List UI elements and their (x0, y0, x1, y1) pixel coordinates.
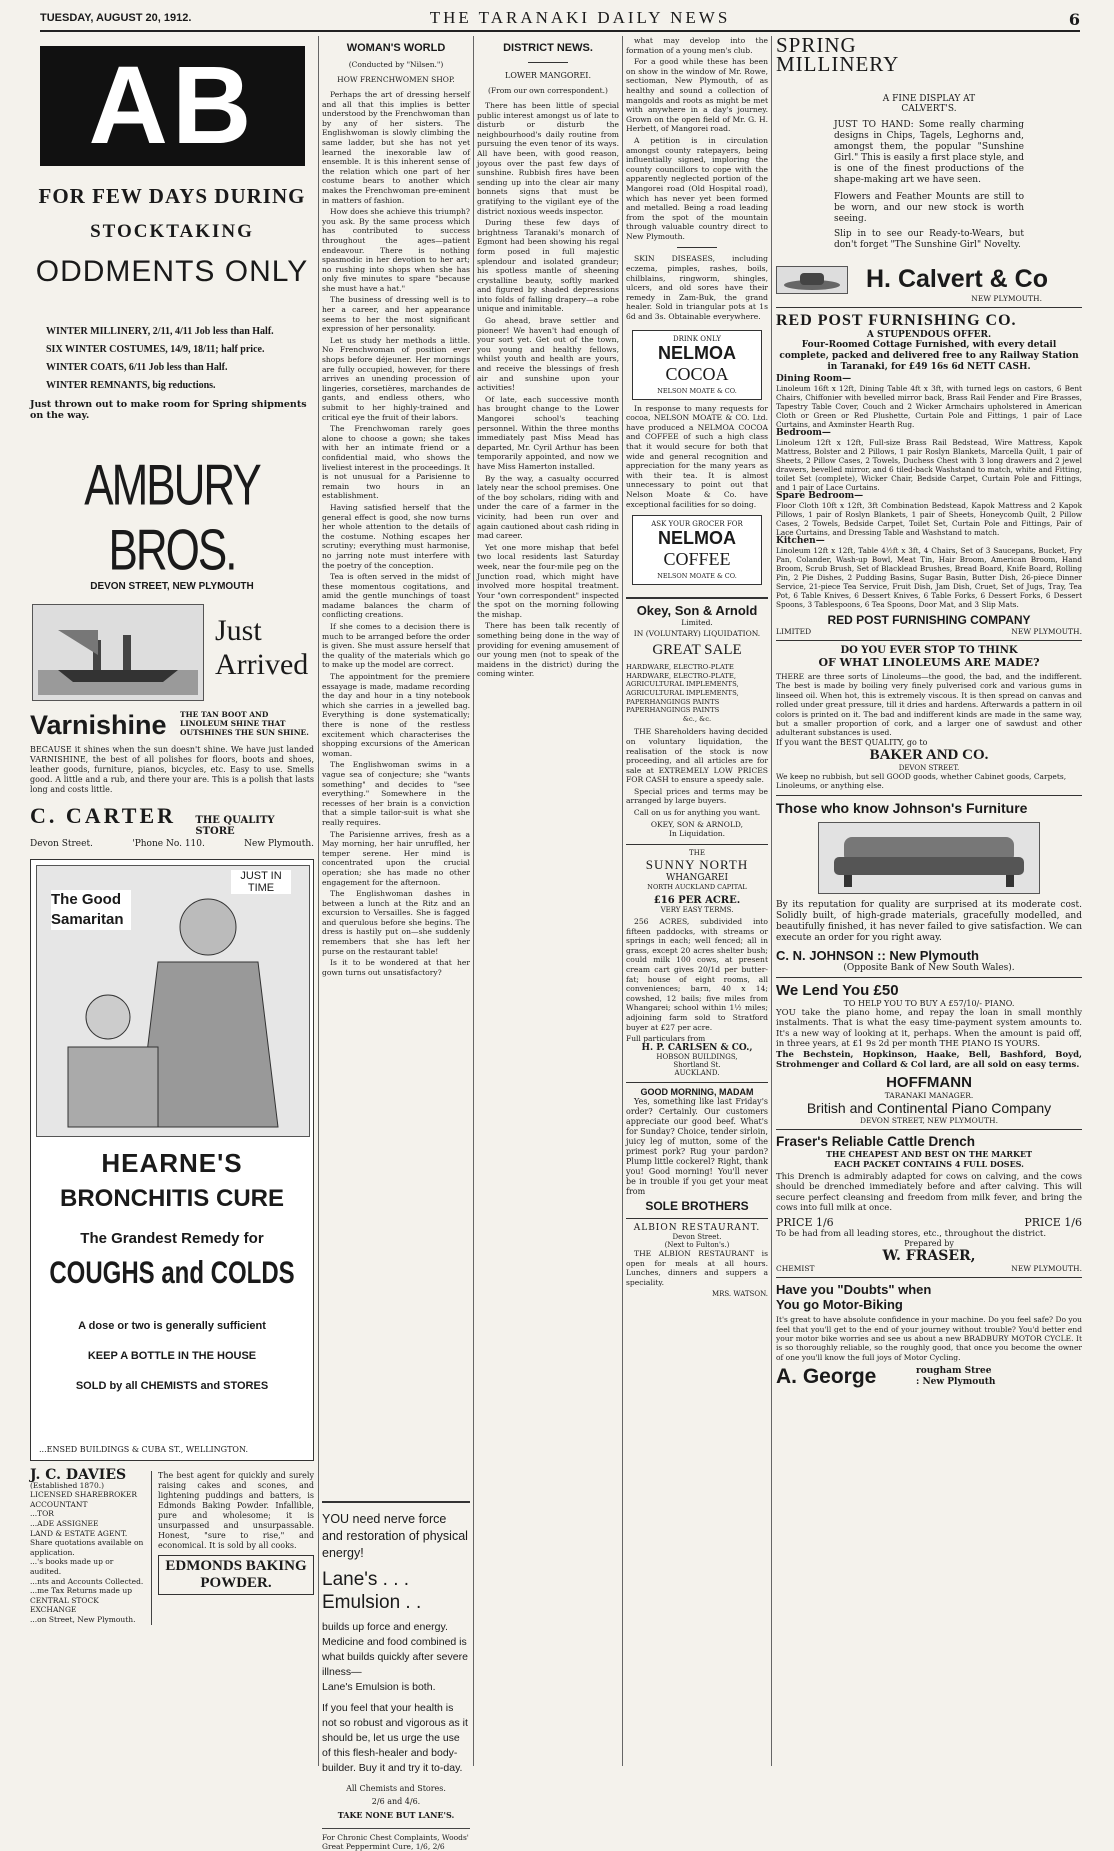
column-womans-world (322, 36, 470, 1851)
davies-ad (30, 1467, 145, 1625)
article-paragraph: The Englishwoman swims in a vague sea of conjecture; she "wants something" and decides to "see everything." Somewhere in the recesses of her brain is a conviction that a simple tailor-suit is what she really requires. (322, 760, 470, 827)
okey-call: Call on us for anything you want. (633, 808, 761, 818)
column-news-and-ads (626, 36, 768, 1771)
room-list (776, 375, 1082, 609)
red-post-footer-line (776, 627, 1082, 636)
fraser-prices (776, 1216, 1082, 1229)
hearnes-name: HEARNE'S (101, 1148, 243, 1178)
davies-line: ACCOUNTANT (30, 1499, 88, 1509)
okey-liquidation: IN (VOLUNTARY) LIQUIDATION. (633, 629, 761, 639)
okey-name: Okey, Son & Arnold (636, 603, 758, 619)
george-town: : New Plymouth (916, 1377, 996, 1388)
sale-item: HARDWARE, ELECTRO-PLATE (626, 663, 734, 672)
we-lend-body: YOU take the piano home, and repay the loan in small monthly instalments. That is what the easy time-payment system amounts to. It's a new way of looking at it, perhaps. When the amount is paid off, in three years, at £1 9s 2d per month THE PIANO IS YOURS. (776, 1007, 1082, 1050)
calvert-name: H. Calvert & Co (866, 265, 1048, 293)
davies-line: ...me Tax Returns made up (30, 1586, 133, 1596)
albion-street: Devon Street. (672, 1233, 722, 1242)
lanes-price: 2/6 and 4/6. (371, 1797, 421, 1806)
sale-item: PAPERHANGINGS PAINTS (626, 697, 720, 706)
sale-item: AGRICULTURAL IMPLEMENTS, (626, 680, 739, 689)
bottom-left-ads (30, 1467, 314, 1625)
room-name: Bedroom— (776, 428, 831, 438)
news-paragraph: There has been talk recently of something being done in the way of providing for evening amusement of our young men (not to speak of the maidens in the district) during the coming winter. (477, 621, 619, 679)
davies-line: ...TOR (30, 1509, 54, 1519)
carter-address (30, 839, 314, 849)
nelmoa-coffee-ad (632, 515, 762, 585)
davies-established: (Established 1870.) (30, 1480, 105, 1490)
district-correspondent: (From our own correspondent.) (488, 86, 608, 95)
fraser-price: PRICE 1/6 (776, 1215, 834, 1229)
baker-name: BAKER AND CO. (869, 746, 989, 763)
sole-body: Yes, something like last Friday's order? Certainly. Our customers appreciate our good beef. What's for Sunday? Choice, tender sirloin, juicy leg of mutton, some of the primest pork? Rug your pardon? Plump little cockerel? Right, thank you! Good morning! You'll never be in trouble if you get your meat from (626, 1097, 768, 1197)
bronchitis-cure: BRONCHITIS CURE (59, 1185, 284, 1212)
carlsen-city: AUCKLAND. (674, 1069, 720, 1078)
ask-grocer: ASK YOUR GROCER FOR (651, 520, 743, 529)
nelmoa-cocoa-ad (632, 330, 762, 400)
baker-body: We keep no rubbish, but sell GOOD goods, whether Cabinet goods, Carpets, Linoleums, or anything else. (776, 771, 1067, 791)
offer-item: WINTER MILLINERY, 2/11, 4/11 Job less than Half. (46, 326, 274, 337)
fraser-name: W. FRASER, (882, 1248, 976, 1265)
hat-icon (782, 269, 842, 291)
nelmoa-brand: NELMOA (658, 342, 736, 363)
red-post-footer: RED POST FURNISHING COMPANY (827, 613, 1031, 627)
fraser-body: This Drench is admirably adapted for cows on calving, and the cows should be drenched immediately before and after calving. This will secure perfect cleansing and freedom from milk fever, and bring the cows into full milk at once. (776, 1171, 1082, 1214)
news-paragraph: For a good while these has been on show in the window of Mr. Rowe, sectioman, New Plymouth, of as healthy and sound a collection of mangolds and roots as might be met with anywhere in a day's journey. Grown on the open field of Mr. G. H. Herbett, of Mangorei road. (626, 57, 768, 134)
offer-list (30, 323, 314, 395)
article-subhead: HOW FRENCHWOMEN SHOP. (337, 75, 455, 84)
johnson-body: By its reputation for quality are surprised at its moderate cost. Solidly built, of high-grade materials, gracefully modelled, and beautifully finished, it has never failed to give satisfaction. We can execute an order for you right away. (776, 899, 1082, 943)
varnishine-body: BECAUSE it shines when the sun doesn't shine. We have just landed VARNISHINE, the best of all polishes for floors, boots and shoes, leather goods, furniture, pianos, bicycles, etc. Easy to use. Smells good. A little and a rub, and there your are. This is a polish that lasts long and costs little. (30, 745, 314, 794)
keep-bottle: KEEP A BOTTLE IN THE HOUSE (87, 1350, 257, 1362)
article-paragraph: The business of dressing well is to her a career, and her appearance seems to her the most significant expression of her personality. (322, 295, 470, 334)
okey-limited: Limited. (681, 618, 713, 628)
fine-display: A FINE DISPLAY AT (882, 94, 976, 104)
lanes-intro: YOU need nerve force and restoration of physical energy! (322, 1512, 468, 1560)
sole-brothers: SOLE BROTHERS (645, 1199, 749, 1214)
hoffmann-name: HOFFMANN (886, 1073, 972, 1091)
article-paragraph: Let us study her methods a little. No Frenchwoman of position ever shops before déjeuner. Her mornings are fully occupied, however, for there arrives an unending procession of lingeries, corsetières, marchandes de gants, and endless others, who submit to her highly-trained and critical eye the fruit of their labors. (322, 335, 470, 422)
ab-logo: AB (40, 46, 305, 166)
fraser-prepared: Prepared by (904, 1239, 954, 1249)
millinery-flowers: Flowers and Feather Mounts are still to be worn, and our new stock is worth seeing. (834, 192, 1024, 224)
george-name: A. George (776, 1365, 877, 1389)
george-address-block (916, 1366, 995, 1388)
lanes-body: builds up force and energy. Medicine and food combined is what builds quickly after severe illness— (322, 1621, 468, 1678)
column-rule (318, 36, 319, 1766)
davies-line: LAND & ESTATE AGENT. (30, 1528, 128, 1538)
room-items: Linoleum 12ft x 12ft, Full-size Brass Rail Bedstead, Wire Mattress, Kapok Mattress, Bolster and 2 Pillows, 1 pair Roslyn Blankets, Marcella Quilt, 1 pair of Sheets, 2 Pillow Cases, 2 Towels, Duchess Chest with 3 long drawers and 2 jewel drawers, bevelled mirror, and 6 tiled-back Washstand to match, white and Fitting, toilet Set (complete), Wicker Chair, Bedside Carpet, Curtain Pole and Fittings, and 1 pair of Lace Curtains. (776, 438, 1082, 492)
article-paragraph: Having satisfied herself that the general effect is good, she now turns her whole attention to the details of the costume. Nothing escapes her scrutiny; everything must harmonise, no jarring note must interfere with the poetry of the conception. (322, 502, 470, 570)
article-paragraph: The Parisienne arrives, fresh as a May morning, her hair unruffled, her temper serene. Her mind is concentrated upon the crucial operation; she has made no other engagement for the afternoon. (322, 829, 470, 887)
calverts-label: CALVERT'S. (901, 104, 957, 114)
sunny-particulars: Full particulars from (626, 1034, 706, 1044)
sunny-north-title: SUNNY NORTH (645, 857, 749, 873)
davies-line: ...nts and Accounts Collected. (30, 1576, 144, 1586)
red-post-town: NEW PLYMOUTH. (1011, 627, 1082, 636)
johnson-address: (Opposite Bank of New South Wales). (843, 962, 1015, 973)
samaritan-title: The Good Samaritan (51, 890, 131, 930)
linoleum-best: If you want the BEST QUALITY, go to (776, 737, 928, 747)
column-rule (622, 36, 623, 1766)
george-footer (776, 1365, 1082, 1389)
carter-phone: 'Phone No. 110. (132, 839, 205, 849)
albion-restaurant-ad (626, 1218, 768, 1297)
lanes-both: Lane's Emulsion is both. (322, 1681, 436, 1693)
column-rule (771, 36, 772, 1766)
news-paragraph: During these few days of brightness Taranaki's monarch of Egmont had been showing his regal form posed in full majestic splendour and isolated grandeur; his spotless mantle of sheening crystalline beauty, softly marked and figured by shaded depressions into folds of falling drapery—a robe unique and inimitable. (477, 218, 619, 314)
lanes-warning: TAKE NONE BUT LANE'S. (337, 1810, 455, 1820)
ad-headline: FOR FEW DAYS DURING (38, 184, 306, 208)
coffee-label: COFFEE (663, 549, 731, 570)
column-rule (473, 36, 474, 1766)
fraser-town: NEW PLYMOUTH. (1011, 1264, 1082, 1274)
doubts-body: It's great to have absolute confidence in your machine. Do you feel safe? Do you feel that you'll get to the end of your journey without trouble? You'd better end your motor bike worries and see us about a new BRADBURY MOTOR CYCLE. It is so thoroughly reliable, so the roughly good, that once you become the owner of one you'll know the full joys of Motor Cycling. (776, 1315, 1082, 1362)
fraser-footer (776, 1264, 1082, 1273)
carlsen-name: H. P. CARLSEN & CO., (641, 1043, 753, 1054)
lanes-urge: If you feel that your health is not so robust and vigorous as it should be, let us urge the use of this flesh-healer and body-builder. Buy it and try it to-day. (322, 1702, 468, 1774)
linoleum-question-2: OF WHAT LINOLEUMS ARE MADE? (818, 656, 1040, 669)
fraser-price: PRICE 1/6 (1024, 1215, 1082, 1229)
just-in-time-label: JUST IN TIME (231, 870, 291, 894)
albion-signature: MRS. WATSON. (711, 1289, 768, 1298)
edmonds-body: The best agent for quickly and surely raising cakes and scones, and lightening puddings and batters, is Edmonds Baking Powder. Infallible, pure and wholesome; it is unsurpassed and unsurpassable. Honest, "sure to rise," and economical. It is sold by all cooks. (158, 1471, 314, 1550)
george-address: rougham Stree (916, 1366, 992, 1377)
article-paragraph: Is it to be wondered at that her gown turns out unsatisfactory? (322, 958, 470, 977)
ship-illustration (32, 604, 204, 701)
north-auckland: NORTH AUCKLAND CAPITAL (647, 883, 747, 892)
davies-line: CENTRAL STOCK EXCHANGE (30, 1595, 99, 1615)
nelmoa-brand: NELMOA (658, 528, 736, 549)
news-paragraph: Yet one more mishap that befel two local residents last Saturday week, near the four-mile peg on the Junction road, which might have involved more hospital treatment. Your "own correspondent" inspected the spot on the morning following the mishap. (477, 542, 619, 619)
news-paragraph: By the way, a casualty occurred lately near the school premises. One of the boy scholars, riding with and under the care of a farmer in the vicinity, had been run over and again cautioned about cash riding in mad career. (477, 473, 619, 541)
carter-ad (30, 803, 314, 837)
ship-icon (38, 610, 198, 695)
room-name: Dining Room— (776, 374, 852, 384)
column-advertisements-left (30, 36, 314, 1771)
we-lend-subtitle: TO HELP YOU TO BUY A £57/10/- PIANO. (843, 998, 1015, 1008)
johnson-name: C. N. JOHNSON :: New Plymouth (776, 947, 979, 963)
millinery-slip: Slip in to see our Ready-to-Wears, but don't forget "The Sunshine Girl" Novelty. (834, 229, 1024, 250)
doubts-heading: Have you "Doubts" when (776, 1282, 932, 1298)
dose-note: A dose or two is generally sufficient (78, 1320, 266, 1332)
albion-body: THE ALBION RESTAURANT is open for meals at all hours. Lunches, dinners and suppers a speciality. (626, 1249, 768, 1287)
room-items: Linoleum 12ft x 12ft, Table 4½ft x 3ft, 4 Chairs, Set of 3 Saucepans, Bucket, Fry Pan, Colander, Wash-up Bowl, Meat Tin, Hair Broom, American Broom, Hand Broom, Scrub Brush, Set of Blacklead Brushes, Bread Board, Knife Board, Rolling Pin, 2 Pie Dishes, 2 Pudding Basins, Sugar Basin, Butter Dish, 26-piece Dinner Service, 21-piece Tea Service, Fruit Dish, Jam Dish, Cruet, Set of Jugs, Tray, Tea Pot, 6 Table Knives, 6 Dessert Knives, 6 Table Forks, 6 Dessert Forks, 6 Dessert Spoons, 3 Tablespoons, 6 Tea Spoons, Door Mat, and 3 Slip Mats. (776, 546, 1082, 609)
room-name: Spare Bedroom— (776, 491, 864, 501)
news-paragraph: There has been little of special public interest amongst us of late to disturb or disturb the neighbourhood's daily routine from pursuing the even tenor of its ways. All have been, with good reason, joyous over the past few days of sunshine. Rubbish fires have been sending up into the clear air many bonnets signs that must be gratifying to the vigilant eye of the district noxious weeds inspector. (477, 101, 619, 216)
carter-town: New Plymouth. (244, 839, 314, 849)
carter-tagline: THE QUALITY STORE (195, 815, 275, 837)
column-right-advertisements (776, 33, 1082, 1771)
article-paragraph: The Frenchwoman rarely goes alone to choose a gown; she takes with her an intimate friend or a confidential maid, who shows the liveliest interest in the proceedings. It is not unusual for a Parisienne to remain two hours in an establishment. (322, 424, 470, 501)
sole-brothers-ad (626, 1082, 768, 1213)
lanes-emulsion-ad (322, 1501, 470, 1851)
news-paragraph: Of late, each successive month has brought change to the Lower Mangorei school's teaching personnel. Within the three months immediately past Miss Mead has departed, Mr. Cyril Arthur has been temporarily appointed, and now we have Miss Hamerton installed. (477, 394, 619, 471)
varnishine-ad (30, 710, 314, 741)
offer-item: WINTER COATS, 6/11 Job less than Half. (46, 362, 228, 373)
ambury-bros-name: AMBURY BROS. (84, 454, 260, 583)
sale-item: PAPERHANGINGS PAINTS (626, 706, 720, 715)
davies-line: Share quotations available on application. (30, 1538, 144, 1557)
room-name: Kitchen— (776, 536, 825, 546)
article-paragraph: The appointment for the premiere essayage is made, madame recording the day and hour in a tiny notebook which she carries in a jewelled bag. Everything is done systematically; there is none of the restless excitement which characterises the shopping excursions of the American woman. (322, 672, 470, 758)
womans-world-byline: (Conducted by "Nilsen.") (348, 60, 444, 69)
sold-by: SOLD by all CHEMISTS and STORES (75, 1380, 269, 1392)
district-news-heading: DISTRICT NEWS. (503, 42, 593, 54)
sunny-the: THE (689, 849, 705, 858)
newspaper-title: THE TARANAKI DAILY NEWS (429, 8, 731, 27)
carter-name: C. CARTER (30, 803, 177, 828)
fraser-stores: To be had from all leading stores, etc., throughout the district. (776, 1228, 1047, 1239)
okey-terms: Special prices and terms may be arranged by large buyers. (626, 786, 768, 806)
sale-item: AGRICULTURAL IMPLEMENTS, (626, 688, 739, 697)
hat-illustration (776, 266, 848, 294)
british-address: DEVON STREET, NEW PLYMOUTH. (860, 1115, 998, 1125)
news-paragraph: Go ahead, brave settler and pioneer! We haven't had enough of your sort yet. Get out of the town, you young and healthy fellows, whilst youth and health are yours, and receive the blessings of fresh air and sunshine upon your activities! (477, 316, 619, 393)
davies-line: LICENSED SHAREBROKER (30, 1490, 137, 1500)
varnishine-tagline: THE TAN BOOT AND LINOLEUM SHINE THAT OUTSHINES THE SUN SHINE. (180, 710, 309, 737)
article-paragraph: How does she achieve this triumph? you ask. By the same process which has contributed to success throughout the ages—patient endeavour. There is nothing spasmodic in her devotion to her art; no rushing into shops when she has only five minutes to spare "because she must have a hat." (322, 207, 470, 293)
johnson-heading: Those who know Johnson's Furniture (776, 799, 1028, 816)
womans-world-heading: WOMAN'S WORLD (346, 42, 446, 54)
article-paragraph: If she comes to a decision there is much to be arranged before the order is given. She must assure herself that the quality of the materials which go to make up the model are correct. (322, 622, 470, 670)
we-lend-title: We Lend You £50 (776, 981, 899, 999)
ambury-address: DEVON STREET, NEW PLYMOUTH (90, 581, 254, 592)
spring-millinery-title: SPRING MILLINERY (776, 33, 900, 76)
nelmoa-body: In response to many requests for cocoa, NELSON MOATE & CO. Ltd. have produced a NELMOA COCOA and COFFEE of such a high class that it would secure for both that wide and general recognition and appreciation for the many years as with their tea. It is almost unnecessary to point out that Nelson Moate & Co. have exceptional facilities for so doing. (626, 403, 768, 509)
woods-peppermint: For Chronic Chest Complaints, Woods' Great Peppermint Cure, 1/6, 2/6 (322, 1828, 470, 1851)
linoleum-body: THERE are three sorts of Linoleums—the good, the bad, and the indifferent. The best is made by boiling very finely pulverised cork and various gums in linseed oil. When hot, this is extremely viscous. It is then spread on canvas and rolled under great pressure, till it dries and hardens. Afterwards a pattern in oil colors is printed on it. The bad and indifferent kinds are made in the same way, but a smaller proportion of cork, and a larger one of sawdust and other adulterant substances is used. (776, 672, 1082, 738)
sale-item: HARDWARE, ELECTRO-PLATE, (626, 671, 737, 680)
edmonds-logo: EDMONDS BAKING POWDER. (158, 1555, 314, 1595)
nelmoa-cocoa-drink: DRINK ONLY (673, 334, 721, 343)
news-paragraph: what may develop into the formation of a young men's club. (626, 36, 768, 55)
sunny-north-ad (626, 844, 768, 1077)
skin-diseases-notice: SKIN DISEASES, including eczema, pimples, rashes, boils, chilblains, ringworm, shingles, ulcers, and old sores have their remedy in Zam-Buk, the grand healer. Sold in triangular pots at 1s 6d and 3s. Obtainable everywhere. (626, 254, 768, 322)
page-number: 6 (1068, 10, 1080, 29)
fraser-cheapest: THE CHEAPEST AND BEST ON THE MARKET (825, 1148, 1033, 1159)
sunny-price: £16 PER ACRE. (653, 895, 741, 907)
okey-in-liquidation: In Liquidation. (668, 829, 725, 839)
lanes-name: Lane's . . . Emulsion . . (322, 1569, 422, 1613)
millinery-body: JUST TO HAND: Some really charming designs in Chips, Tagels, Leghorns and, amongst them, the popular "Sunshine Girl." This is easily a first place style, and is one of the finest productions of the shape-making art we have seen. (834, 120, 1024, 185)
article-paragraph: Tea is often served in the midst of these momentous cogitations, and amid the gentle munchings of toast madame balances the charm of conflicting creations. (322, 572, 470, 620)
davies-line: ...on Street, New Plymouth. (30, 1614, 136, 1624)
ad-headline: STOCKTAKING (90, 221, 254, 242)
coughs-and-colds: COUGHS and COLDS (49, 1255, 295, 1291)
varnishine-name: Varnishine (30, 710, 167, 740)
edmonds-ad (151, 1471, 314, 1625)
albion-next-to: (Next to Fulton's.) (664, 1241, 730, 1250)
sofa-illustration (818, 822, 1040, 894)
great-sale: GREAT SALE (652, 642, 742, 659)
carlsen-street: Shortland St. (673, 1061, 721, 1070)
article-paragraph: Perhaps the art of dressing herself and all that this implies is better understood by the Frenchwoman than by any of her sisters. The Englishwoman is slowly climbing the same ladder, but she has not yet learned the inexorable law of ensemble. It is this inherent sense of the relation which one part of her costume bears to another which makes the Frenchwoman pre-eminent in matters of fashion. (322, 90, 470, 205)
davies-line: ...'s books made up or audited. (30, 1557, 114, 1576)
sunny-body: 256 ACRES, subdivided into fifteen paddocks, with streams or springs in each; well fenced; all in grass, except 20 acres shelter bush; could milk 100 cows, at present cream cart gives 20/1d per butter-fat; house of eight rooms, all conveniences; barn, 40 x 14; cowshed, 12 bails; five miles from Whangarei; school within 1½ miles; adjoining farm sold to Stratford buyer at £27 per acre. (626, 917, 768, 1032)
doubts-heading-2: You go Motor-Biking (776, 1297, 903, 1313)
carlsen-building: HOBSON BUILDINGS, (656, 1053, 738, 1062)
fraser-heading: Fraser's Reliable Cattle Drench (776, 1133, 976, 1149)
red-post-desc: Four-Roomed Cottage Furnished, with every detail complete, packed and delivered free to any Railway Station in Taranaki, for £49 16s 6d NETT CASH. (779, 340, 1079, 372)
british-continental: British and Continental Piano Company (806, 1099, 1052, 1116)
okey-signature: OKEY, SON & ARNOLD, (650, 820, 744, 830)
cocoa-label: COCOA (665, 363, 729, 384)
stupendous-offer: A STUPENDOUS OFFER. (866, 330, 992, 340)
offer-item: SIX WINTER COSTUMES, 14/9, 18/11; half price. (46, 344, 265, 355)
sale-items (626, 663, 768, 723)
sunny-terms: VERY EASY TERMS. (660, 906, 734, 915)
fraser-doses: EACH PACKET CONTAINS 4 FULL DOSES. (834, 1158, 1024, 1169)
district-subhead: LOWER MANGOREI. (505, 71, 591, 80)
davies-line: ...ADE ASSIGNEE (30, 1518, 99, 1528)
calvert-ad-footer (776, 265, 1082, 294)
sale-item: &c., &c. (682, 714, 712, 723)
room-items: Linoleum 16ft x 12ft, Dining Table 4ft x 3ft, with turned legs on castors, 6 Bent Chairs, Chiffonier with bevelled mirror back, Brass Rail Fender and Fire Brasses, Tapestry Table Cover, Couch and 2 Wicker Armchairs upholstered in American Cloth or Green or Red Plushette, Curtain Pole and Fittings, 1 pair of Lace Curtains, and Axminster Hearth Rug. (776, 384, 1082, 429)
hoffmann-role: TARANAKI MANAGER. (884, 1090, 974, 1100)
article-paragraph: The Englishwoman dashes in between a lunch at the Ritz and an excursion to Versailles. She is fagged and querulous before she begins. The dress is hastily put on—she suddenly remembers that she has left her purse on the restaurant table! (322, 889, 470, 956)
grandest-remedy: The Grandest Remedy for (80, 1230, 264, 1247)
okey-son-arnold-ad (626, 597, 768, 838)
davies-name: J. C. DAVIES (30, 1467, 127, 1483)
nelson-moate: NELSON MOATE & CO. (657, 572, 737, 581)
sofa-icon (824, 827, 1034, 889)
hearnes-ad (30, 859, 314, 1461)
offer-item: WINTER REMNANTS, big reductions. (46, 380, 216, 391)
nelson-moate: NELSON MOATE & CO. (657, 386, 737, 395)
albion-name: ALBION RESTAURANT. (633, 1223, 761, 1234)
baker-street: DEVON STREET. (898, 763, 960, 772)
offer-note: Just thrown out to make room for Spring shipments on the way. (30, 399, 307, 421)
red-post-limited: LIMITED (776, 627, 812, 636)
whangarei: WHANGAREI (665, 873, 729, 884)
piano-makes: The Bechstein, Hopkinson, Haake, Bell, Bashford, Boyd, Strohmenger and Collard & Col lard, are all sold on easy terms. (776, 1049, 1082, 1071)
ad-headline: ODDMENTS ONLY (35, 255, 309, 288)
good-morning: GOOD MORNING, MADAM (640, 1087, 754, 1098)
issue-date: TUESDAY, AUGUST 20, 1912. (40, 12, 192, 24)
masthead (40, 8, 1080, 32)
lanes-stores: All Chemists and Stores. (346, 1784, 446, 1793)
fraser-chemist: CHEMIST (776, 1264, 815, 1274)
linoleum-question: DO YOU EVER STOP TO THINK (840, 645, 1018, 656)
calvert-town: NEW PLYMOUTH. (971, 294, 1042, 303)
hearnes-address: ...ENSED BUILDINGS & CUBA ST., WELLINGTON. (39, 1445, 248, 1454)
carter-street: Devon Street. (30, 839, 93, 849)
red-post-title: RED POST FURNISHING CO. (776, 312, 1017, 329)
okey-body: THE Shareholders having decided on voluntary liquidation, the realisation of the stock is now proceeding, and all articles are for sale at EXTREMELY LOW PRICES FOR CASH to ensure a speedy sale. (626, 727, 768, 785)
just-arrived-ad (30, 604, 314, 704)
just-arrived-title: Just Arrived (215, 614, 309, 681)
room-items: Floor Cloth 10ft x 12ft, 3ft Combination Bedstead, Kapok Mattress and 2 Kapok Pillows, 1 pair of Roslyn Blankets, 1 pair of Sheets, Honeycomb Quilt, 2 Pillow Cases, 2 Towels, Bedside Carpet, Toilet Set, Curtain Pole and Fittings, Pair of Lace Curtains, and Dressing Table and Washstand to match. (776, 501, 1082, 537)
news-paragraph: A petition is in circulation amongst county ratepayers, being influentially signed, imploring the county councillors to cope with the apparently neglected portion of the Mangorei road (Old Hospital road), which has never yet been formed and metalled. Being a road leading from the spot of the mountain through valuable country direct to New Plymouth. (626, 135, 768, 241)
column-district-news (477, 36, 619, 1771)
